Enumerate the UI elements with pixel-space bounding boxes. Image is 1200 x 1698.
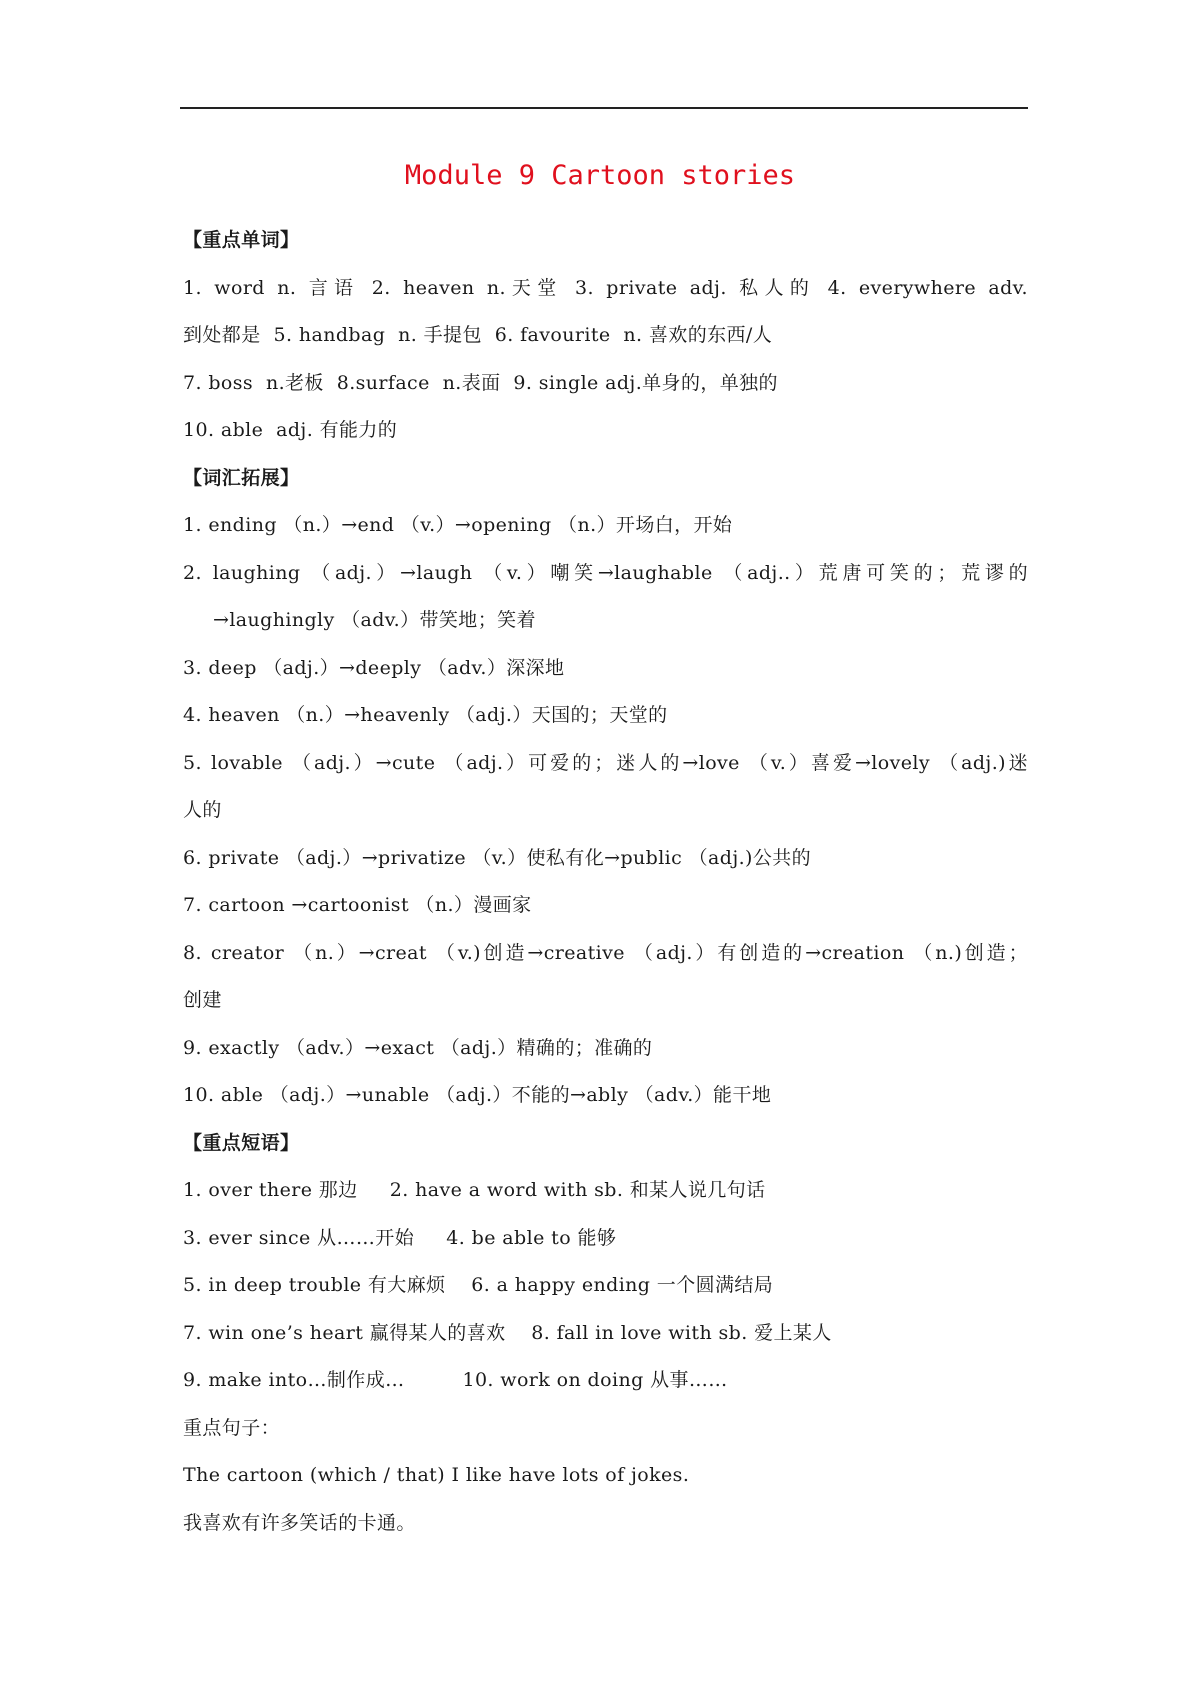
word-line: 到处都是 5. handbag n. 手提包 6. favourite n. 喜欢的东西/人 [183,324,773,346]
vocab-line: 7. cartoon →cartoonist （n.）漫画家 [183,894,532,916]
word-line: 1. word n. 言语 2. heaven n.天堂 3. private adj. 私人的 4. everywhere adv. [183,276,1028,299]
phrase-line: 1. over there 那边 2. have a word with sb. 和某人说几句话 [183,1179,766,1201]
vocab-line: 5. lovable （adj.）→cute （adj.）可爱的；迷人的→love （v.）喜爱→lovely （adj.)迷 [183,751,1028,774]
phrase-line: 5. in deep trouble 有大麻烦 6. a happy ending 一个圆满结局 [183,1274,774,1296]
section-heading-key-sentences: 重点句子： [183,1416,281,1439]
vocab-line: 3. deep （adj.）→deeply （adv.）深深地 [183,656,565,679]
phrase-line: 9. make into…制作成… 10. work on doing 从事…… [183,1369,728,1391]
vocab-line: 4. heaven （n.）→heavenly （adj.）天国的；天堂的 [183,704,668,726]
vocab-line: 1. ending （n.）→end （v.）→opening （n.）开场白，开始 [183,514,733,536]
vocab-line: 2. laughing （adj.）→laugh （v.）嘲笑→laughable （adj..）荒唐可笑的；荒谬的 [183,561,1028,584]
section-heading-vocab-expansion: 【词汇拓展】 [183,466,300,489]
page-title: Module 9 Cartoon stories [404,160,796,191]
vocab-line: 人的 [183,799,222,821]
vocab-line: 8. creator （n.）→creat （v.)创造→creative （adj.）有创造的→creation （n.)创造； [183,941,1028,964]
vocab-line: 6. private （adj.）→privatize （v.）使私有化→public （adj.)公共的 [183,846,812,869]
sentence-line: 我喜欢有许多笑话的卡通。 [183,1511,416,1534]
word-line: 7. boss n.老板 8.surface n.表面 9. single adj.单身的，单独的 [183,371,778,394]
word-line: 10. able adj. 有能力的 [183,419,398,441]
vocab-line: 创建 [183,989,222,1011]
section-heading-key-words: 【重点单词】 [183,229,300,251]
vocab-line: 9. exactly （adv.）→exact （adj.）精确的；准确的 [183,1036,653,1059]
phrase-line: 7. win one’s heart 赢得某人的喜欢 8. fall in love with sb. 爱上某人 [183,1321,832,1344]
phrase-line: 3. ever since 从……开始 4. be able to 能够 [183,1226,617,1249]
section-heading-key-phrases: 【重点短语】 [183,1131,300,1154]
document-body [183,217,1028,1547]
vocab-line: →laughingly （adv.）带笑地；笑着 [213,609,536,631]
sentence-line: The cartoon (which / that) I like have lots of jokes. [183,1464,690,1486]
vocab-line: 10. able （adj.）→unable （adj.）不能的→ably （adv.）能干地 [183,1084,772,1106]
header-rule [180,107,1028,109]
